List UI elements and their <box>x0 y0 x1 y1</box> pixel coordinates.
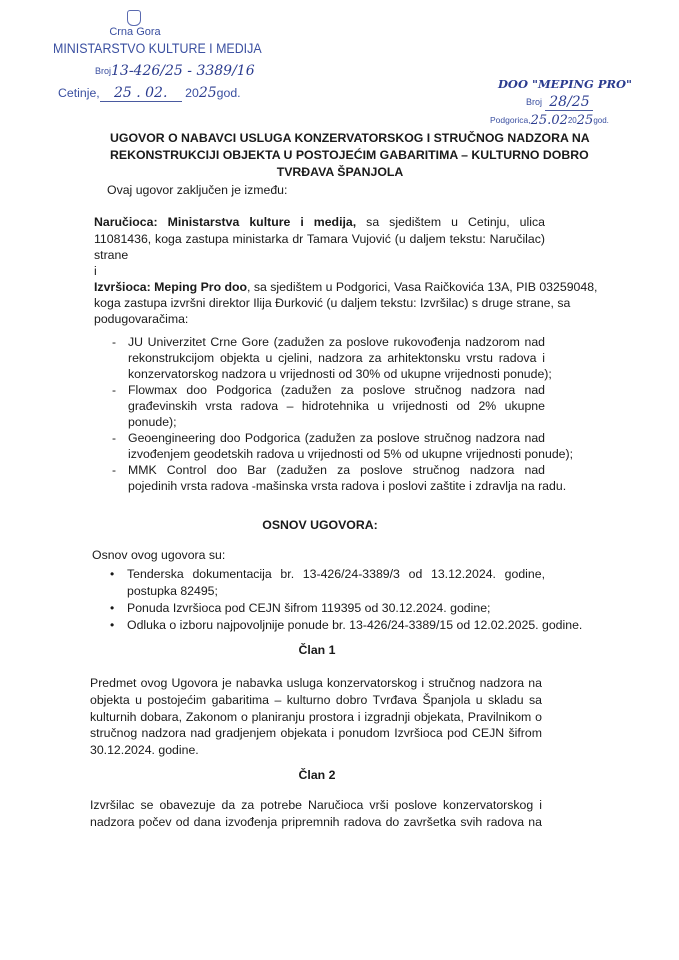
subcontractor-line: građevinskih vrsta radova – hidrotehnika u vrijednosti od 2% ukupne <box>128 399 545 413</box>
clan1-line: stručnog nadzora nad gradjenjem objekata i ponudom Izvršioca pod CEJN šifrom <box>90 726 542 741</box>
company-name: DOO "MEPING PRO" <box>497 77 633 91</box>
izvrsilac-line: koga zastupa izvršni direktor Ilija Đurković (u daljem tekstu: Izvršilac) s druge strane, sa <box>94 296 571 310</box>
coat-of-arms-icon <box>127 10 141 26</box>
osnov-heading: OSNOV UGOVORA: <box>262 518 378 532</box>
subcontractor-line: ponude); <box>128 415 177 429</box>
izvrsilac-name: Izvršioca: Meping Pro doo <box>94 280 248 294</box>
osnov-item-line: postupka 82495; <box>127 584 218 598</box>
clan1-heading: Član 1 <box>298 643 336 657</box>
place-label: Cetinje, <box>58 86 100 100</box>
osnov-intro: Osnov ovog ugovora su: <box>92 548 226 562</box>
clan1-line: kulturnih dobara, Zakonom o planiranju prostora i izgradnji objekata, Pravilnikom o <box>90 709 542 724</box>
bullet-icon: • <box>110 618 115 632</box>
subcontractor-line: JU Univerzitet Crne Gore (zadužen za poslove rukovođenja nadzorom nad <box>128 335 545 349</box>
narucilac-line: strane <box>94 248 129 262</box>
subcontractor-line: konzervatorskog nadzora u vrijednosti od 30% od ukupne vrijednosti ponude); <box>128 367 552 381</box>
broj-label: Broj <box>526 97 543 107</box>
osnov-item-line: Ponuda Izvršioca pod CEJN šifrom 119395 od 30.12.2024. godine; <box>127 601 491 615</box>
title-line: TVRĐAVA ŠPANJOLA <box>276 165 404 179</box>
narucilac-name: Naručioca: Ministarstva kulture i medija, <box>94 215 357 229</box>
place-label: Podgorica, <box>490 115 531 125</box>
ministry-name: MINISTARSTVO KULTURE I MEDIJA <box>53 41 262 56</box>
year-prefix: 20 <box>567 116 577 125</box>
conjunction: i <box>94 264 97 278</box>
dash-bullet-icon: - <box>112 383 116 397</box>
date-value: 25 . 02. <box>100 86 182 102</box>
izvrsilac-line: podugovaračima: <box>94 312 189 326</box>
subcontractor-line: pojedinih vrsta radova -mašinska vrsta radova i poslovi zaštite i zdravlja na radu. <box>128 479 567 493</box>
subcontractor-line: Flowmax doo Podgorica (zadužen za poslove stručnog nadzora nad <box>128 383 545 397</box>
country-name: Crna Gora <box>109 26 161 38</box>
clan1-line: Predmet ovog Ugovora je nabavka usluga konzervatorskog i stručnog nadzora na <box>90 676 542 690</box>
dash-bullet-icon: - <box>112 335 116 349</box>
clan1-line: 30.12.2024. godine. <box>90 743 199 758</box>
dash-bullet-icon: - <box>112 463 116 477</box>
intro-text: Ovaj ugovor zaključen je između: <box>107 183 288 197</box>
broj-value: 28/25 <box>545 95 593 111</box>
year-value: 25 <box>576 113 594 128</box>
broj-value: 13-426/25 - 3389/16 <box>111 63 255 79</box>
clan2-line: nadzora počev od dana izvođenja pripremnih radova do završetka svih radova na <box>90 814 542 829</box>
year-value: 25 <box>198 85 217 101</box>
izvrsilac-text: , sa sjedištem u Podgorici, Vasa Raičkovića 13A, PIB 03259048, <box>247 280 598 294</box>
title-line: UGOVOR O NABAVCI USLUGA KONZERVATORSKOG I STRUČNOG NADZORA NA <box>110 131 590 145</box>
bullet-icon: • <box>110 601 115 615</box>
god-label: god. <box>593 116 609 125</box>
subcontractor-line: izvođenjem geodetskih radova u vrijednosti od 5% od ukupne vrijednosti ponude); <box>128 447 574 461</box>
year-prefix: 20 <box>185 86 199 100</box>
bullet-icon: • <box>110 567 115 581</box>
clan2-heading: Član 2 <box>298 768 336 782</box>
subcontractor-line: Geoengineering doo Podgorica (zadužen za poslove stručnog nadzora nad <box>128 431 545 445</box>
osnov-item-line: Tenderska dokumentacija br. 13-426/24-3389/3 od 13.12.2024. godine, <box>127 567 545 581</box>
narucilac-line: 11081436, koga zastupa ministarka dr Tamara Vujović (u daljem tekstu: Naručilac) <box>94 232 545 246</box>
clan2-line: Izvršilac se obavezuje da za potrebe Naručioca vrši poslove konzervatorskog i <box>90 798 542 812</box>
god-label: god. <box>216 86 241 100</box>
izvrsilac-line <box>94 280 597 295</box>
osnov-item-line: Odluka o izboru najpovoljnije ponude br. 13-426/24-3389/15 od 12.02.2025. godine. <box>127 618 583 632</box>
dash-bullet-icon: - <box>112 431 116 445</box>
right-date <box>490 113 609 128</box>
clan1-line: objekta u postojećim gabaritima – kulturno dobro Tvrđava Španjola u skladu sa <box>90 692 542 707</box>
left-date <box>58 86 241 102</box>
narucilac-text: sa sjedištem u Cetinju, ulica <box>366 215 545 229</box>
left-broj <box>95 64 255 79</box>
title-line: REKONSTRUKCIJI OBJEKTA U POSTOJEĆIM GABARITIMA – KULTURNO DOBRO <box>110 148 589 162</box>
subcontractor-line: MMK Control doo Bar (zadužen za poslove stručnog nadzora nad <box>128 463 545 477</box>
date-value: 25.02 <box>530 113 568 128</box>
subcontractor-line: rekonstrukcijom objekta u cjelini, nadzora za arhitektonsku vrstu radova i <box>128 351 545 365</box>
broj-label: Broj <box>95 66 112 76</box>
narucilac-line <box>94 215 545 230</box>
right-broj <box>526 95 593 111</box>
